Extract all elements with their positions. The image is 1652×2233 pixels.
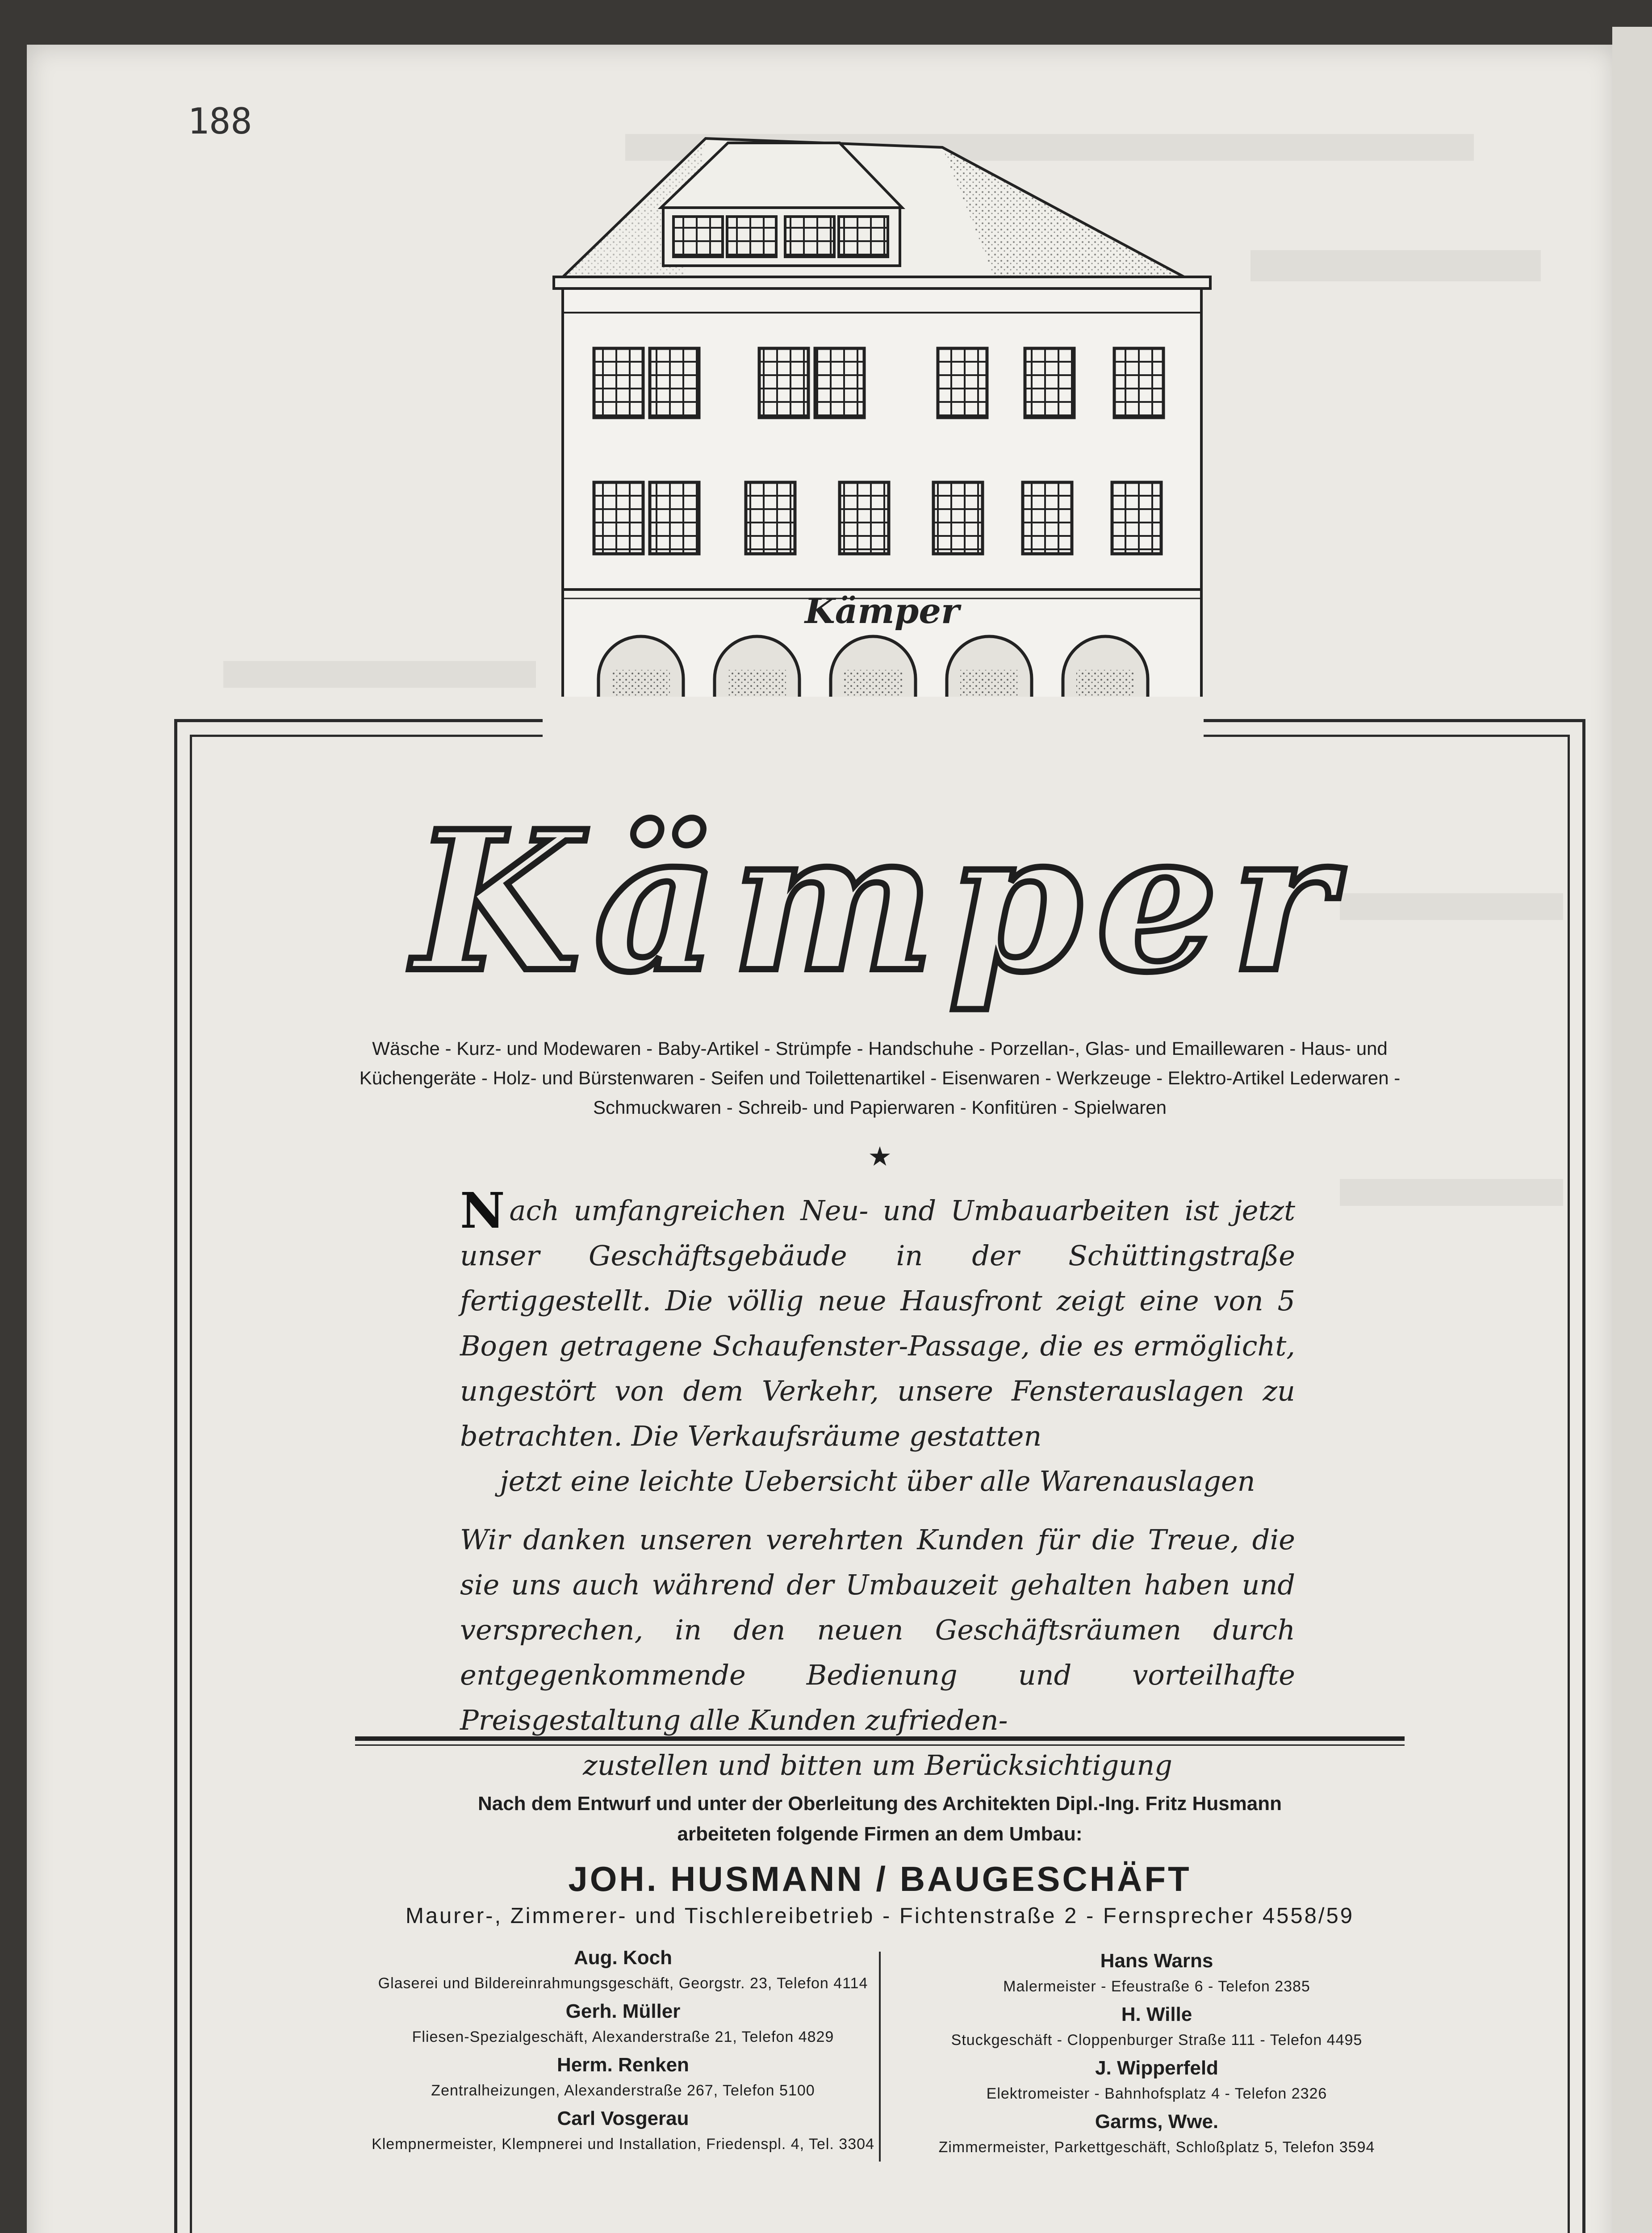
firm-name: Carl Vosgerau: [557, 2108, 689, 2129]
firm-desc: Glaserei und Bildereinrahmungsgeschäft, Georgstr. 23, Telefon 4114: [378, 1975, 868, 1992]
page-number: 188: [188, 100, 252, 142]
architect-note: Nach dem Entwurf und unter der Oberleitung des Architekten Dipl.-Ing. Fritz Husmann arbeiteten folgende Firmen an dem Umbau:: [477, 1793, 1282, 1845]
firm-name: Herm. Renken: [557, 2054, 689, 2076]
star-ornament: ★: [868, 1141, 892, 1172]
logo-text: Kämper: [413, 799, 1347, 1015]
firm-desc: Klempnermeister, Klempnerei und Installation, Friedenspl. 4, Tel. 3304: [372, 2136, 874, 2153]
firm-name: Garms, Wwe.: [1095, 2111, 1219, 2133]
main-firm-desc: Maurer-, Zimmerer- und Tischlereibetrieb - Fichtenstraße 2 - Fernsprecher 4558/59: [405, 1904, 1355, 1928]
divider-rule-thin: [355, 1744, 1405, 1746]
kaemper-logo: [313, 799, 1447, 1032]
firm-name: Hans Warns: [1100, 1950, 1213, 1972]
frame-gap-under-building: [543, 697, 1204, 746]
firm-desc: Zentralheizungen, Alexanderstraße 267, Telefon 5100: [431, 2082, 815, 2099]
product-list: Wäsche - Kurz- und Modewaren - Baby-Artikel - Strümpfe - Handschuhe - Porzellan-, Glas- und Emaillewaren - Haus- und Küchengeräte - Holz- und Bürstenwaren - Seifen und Toilettenartikel - Eisenwaren - Werkzeuge - Elektro-Artikel Lederwaren - Schmuckwaren - Schreib- und Papierwaren - Konfitüren - Spielwaren: [359, 1038, 1401, 1118]
building-sign: Kämper: [804, 591, 960, 631]
paragraph-2: Wir danken unseren verehrten Kunden für die Treue, die sie uns auch während der Umbauzeit gehalten haben und versprechen, in den neuen Geschäftsräumen durch entgegenkommende Bedienung und vorteilhafte Preisgestaltung alle Kunden zufrieden-: [460, 1523, 1295, 1736]
firm-desc: Malermeister - Efeustraße 6 - Telefon 2385: [1003, 1978, 1310, 1995]
firm-desc: Zimmermeister, Parkettgeschäft, Schloßplatz 5, Telefon 3594: [938, 2139, 1375, 2156]
paragraph-1-last: jetzt eine leichte Uebersicht über alle Warenauslagen: [500, 1465, 1255, 1497]
firm-desc: Elektromeister - Bahnhofsplatz 4 - Telefon 2326: [986, 2085, 1327, 2102]
facing-page-edge: [1612, 27, 1652, 2233]
store-building-illustration: [549, 134, 1215, 755]
firm-name: Gerh. Müller: [565, 2000, 681, 2022]
firm-name: Aug. Koch: [574, 1947, 672, 1969]
divider-rule-thick: [355, 1736, 1405, 1741]
firm-desc: Fliesen-Spezialgeschäft, Alexanderstraße 21, Telefon 4829: [412, 2028, 834, 2045]
paragraph-2-last: zustellen und bitten um Berücksichtigung: [583, 1749, 1172, 1781]
firm-desc: Stuckgeschäft - Cloppenburger Straße 111 - Telefon 4495: [951, 2032, 1363, 2049]
firm-name: H. Wille: [1121, 2003, 1192, 2025]
firms-right-column: [889, 1948, 1425, 2162]
firms-left-column: [355, 1945, 891, 2159]
bleed-through-block: [1251, 250, 1541, 281]
bleed-through-block: [223, 661, 536, 688]
firm-name: J. Wipperfeld: [1095, 2057, 1218, 2079]
main-firm-name: JOH. HUSMANN / BAUGESCHÄFT: [568, 1859, 1192, 1898]
paragraph-1-body: ach umfangreichen Neu- und Umbauarbeiten ist jetzt unser Geschäftsgebäude in der Schüttingstraße fertiggestellt. Die völlig neue Hausfront zeigt eine von 5 Bogen getragene Schaufenster-Passage, die es ermöglicht, ungestört von dem Verkehr, unsere Fensterauslagen zu betrachten. Die Verkaufsräume gestatten: [460, 1194, 1295, 1452]
announcement-text: [460, 1182, 1295, 1801]
drop-cap: N: [460, 1182, 505, 1239]
paragraph-1: [460, 1182, 1295, 1459]
